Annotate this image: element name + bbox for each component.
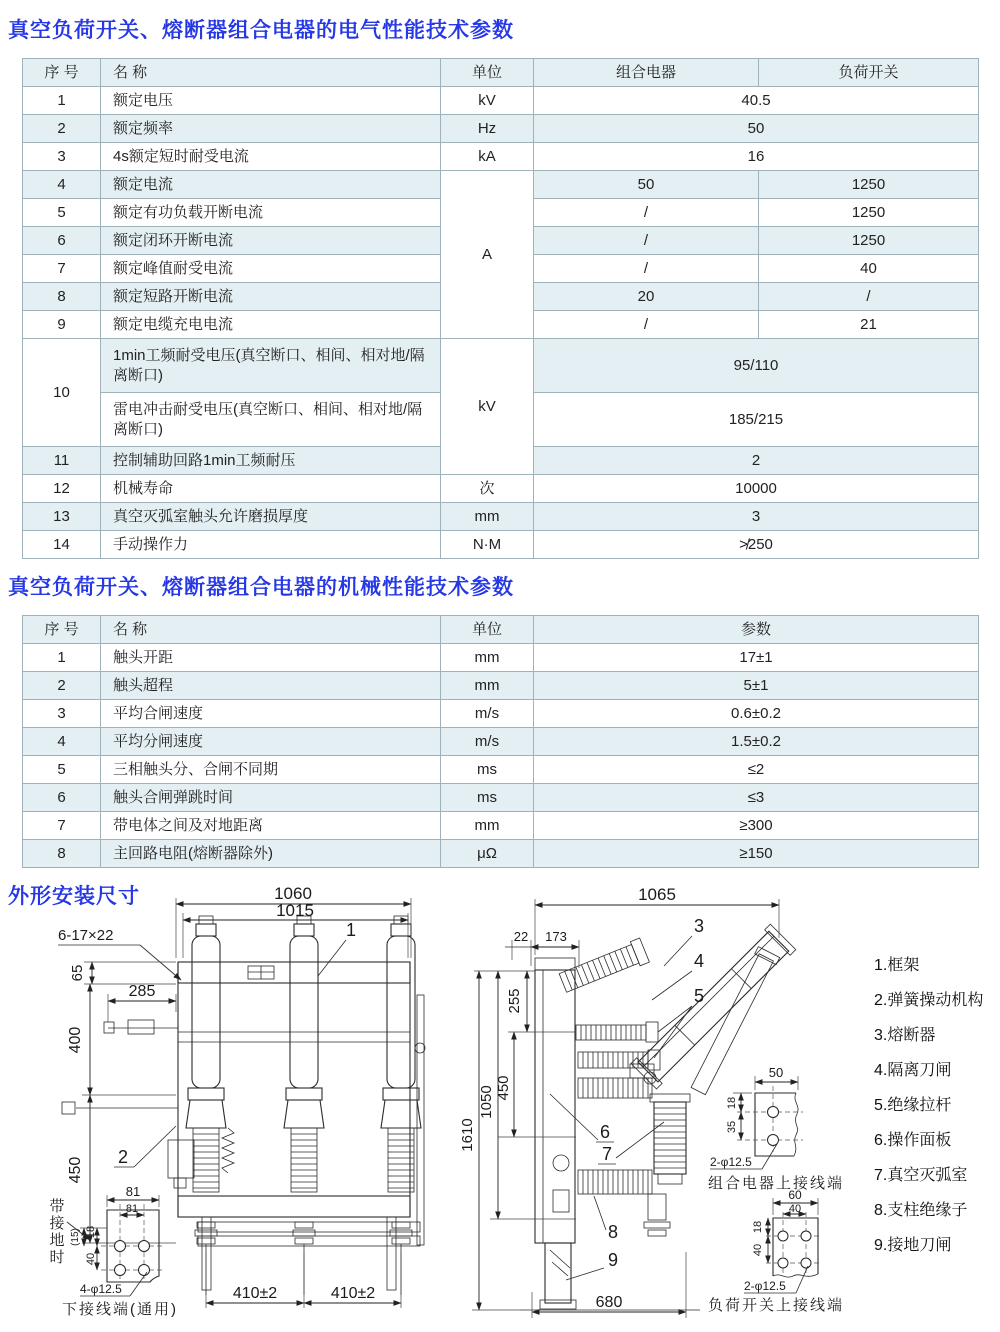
cell-name: 额定峰值耐受电流: [101, 255, 441, 283]
cell-no: 10: [23, 339, 101, 447]
cell-unit: m/s: [441, 700, 534, 728]
dim-1065: [535, 885, 779, 955]
callout-label: 5: [694, 986, 705, 1006]
dim-label: 35: [726, 1120, 738, 1134]
cell-name: 平均分闸速度: [101, 728, 441, 756]
dim-label: 1610: [459, 1118, 476, 1152]
cell-name: 真空灭弧室触头允许磨损厚度: [101, 503, 441, 531]
dim-410a: [206, 1252, 304, 1308]
callout-label: 6: [600, 1122, 611, 1142]
vacuum-interrupter: [650, 1094, 690, 1184]
cell-value: 16: [534, 143, 979, 171]
dim-label: 450: [495, 1075, 512, 1101]
detail-caption: 负荷开关上接线端: [708, 1297, 845, 1314]
dim-label: 22: [513, 929, 529, 944]
cell-combo: /: [534, 199, 759, 227]
dim-label: 81: [125, 1184, 141, 1199]
dim-label: 410±2: [330, 1285, 376, 1302]
cell-no: 7: [23, 812, 101, 840]
cell-no: 8: [23, 840, 101, 868]
dim-label: 18: [726, 1096, 738, 1110]
cell-name: 额定短路开断电流: [101, 283, 441, 311]
cell-unit: kV: [441, 339, 534, 475]
cell-load-switch: 40: [759, 255, 979, 283]
cell-no: 8: [23, 283, 101, 311]
cell-name: 平均合闸速度: [101, 700, 441, 728]
nameplate-icon: [248, 966, 274, 979]
legend-item: 7.真空灭弧室: [874, 1167, 968, 1184]
cell-unit: mm: [441, 644, 534, 672]
legend-item: 6.操作面板: [874, 1132, 952, 1149]
cell-unit: kA: [441, 143, 534, 171]
dim-65: [69, 962, 176, 984]
cell-load-switch: 21: [759, 311, 979, 339]
cell-load-switch: 1250: [759, 227, 979, 255]
cell-unit: N·M: [441, 531, 534, 559]
cell-name: 触头开距: [101, 644, 441, 672]
dim-255: [474, 971, 576, 1032]
dim-label: 1015: [276, 901, 314, 920]
cell-unit: 次: [441, 475, 534, 503]
cell-combo: /: [534, 311, 759, 339]
dim-1015: [183, 901, 408, 958]
cell-name: 1min工频耐受电压(真空断口、相间、相对地/隔离断口): [101, 339, 441, 393]
hole-size-label: 4-φ12.5: [80, 1282, 122, 1296]
callout-5: [654, 986, 704, 1058]
callout-6: [550, 1094, 614, 1142]
header-no: 序 号: [23, 616, 101, 644]
dim-1060: [176, 884, 411, 958]
cell-unit: m/s: [441, 728, 534, 756]
cell-no: 14: [23, 531, 101, 559]
legend-item: 9.接地刀闸: [874, 1237, 952, 1254]
cell-unit: ms: [441, 784, 534, 812]
callout-label: 4: [694, 951, 705, 971]
cell-name: 额定电流: [101, 171, 441, 199]
cell-value: 50: [534, 115, 979, 143]
dim-label: 400: [67, 1026, 84, 1054]
cell-name: 额定频率: [101, 115, 441, 143]
cell-load-switch: /: [759, 283, 979, 311]
cell-no: 2: [23, 672, 101, 700]
dim-label: 81: [125, 1203, 139, 1215]
cell-no: 13: [23, 503, 101, 531]
cell-no: 5: [23, 199, 101, 227]
cell-unit: kV: [441, 87, 534, 115]
closing-spring: [222, 1128, 234, 1173]
header-unit: 单位: [441, 616, 534, 644]
dim-label: 173: [545, 929, 567, 944]
cell-no: 9: [23, 311, 101, 339]
pole-insulator: [284, 916, 324, 1295]
cell-name: 带电体之间及对地距离: [101, 812, 441, 840]
detail-caption: 组合电器上接线端: [708, 1175, 845, 1192]
dim-label: 65: [69, 964, 86, 982]
cell-combo: /: [534, 255, 759, 283]
cell-name: 额定电压: [101, 87, 441, 115]
dimensions-title: 外形安装尺寸: [8, 885, 140, 908]
dim-label: 40: [788, 1203, 802, 1215]
cell-value: 1.5±0.2: [534, 728, 979, 756]
legend-item: 2.弹簧操动机构: [874, 992, 984, 1009]
legend-item: 4.隔离刀闸: [874, 1062, 952, 1079]
post-insulator-upper: [578, 1078, 652, 1098]
dim-label: 6-17×22: [58, 927, 114, 944]
cell-no: 11: [23, 447, 101, 475]
cell-value: ≥300: [534, 812, 979, 840]
cell-name: 手动操作力: [101, 531, 441, 559]
dim-label: 1060: [274, 884, 312, 903]
dim-1610: [459, 971, 520, 1310]
cell-value: ≥150: [534, 840, 979, 868]
header-unit: 单位: [441, 59, 534, 87]
cell-no: 1: [23, 644, 101, 672]
header-name: 名 称: [101, 59, 441, 87]
callout-1: [318, 920, 356, 976]
dim-label: 410±2: [232, 1285, 278, 1302]
post-insulator-lower: [578, 1170, 670, 1236]
cell-value: 0.6±0.2: [534, 700, 979, 728]
cell-value: ≤2: [534, 756, 979, 784]
legend-item: 1.框架: [874, 957, 920, 974]
cell-combo: /: [534, 227, 759, 255]
header-param: 参数: [534, 616, 979, 644]
cell-unit: μΩ: [441, 840, 534, 868]
parts-legend: [874, 948, 1000, 1263]
cell-unit: mm: [441, 812, 534, 840]
cell-name: 控制辅助回路1min工频耐压: [101, 447, 441, 475]
mechanical-params-title: 真空负荷开关、熔断器组合电器的机械性能技术参数: [8, 576, 514, 599]
dim-label: 285: [128, 983, 156, 1000]
dim-label: 40: [85, 1252, 97, 1266]
upper-bushing: [558, 938, 649, 995]
side-view: [459, 885, 844, 1318]
cell-no: 3: [23, 143, 101, 171]
cell-no: 4: [23, 728, 101, 756]
dim-label: 50: [768, 1065, 784, 1080]
header-load-switch: 负荷开关: [759, 59, 979, 87]
cell-no: 3: [23, 700, 101, 728]
cell-no: 6: [23, 227, 101, 255]
dim-label: 18: [752, 1220, 764, 1234]
cell-no: 12: [23, 475, 101, 503]
pole-insulator: [186, 916, 226, 1295]
cell-value: 95/110: [534, 339, 979, 393]
dim-label: 450: [67, 1156, 84, 1184]
cell-name: 额定电缆充电电流: [101, 311, 441, 339]
front-view: [48, 884, 426, 1318]
header-no: 序 号: [23, 59, 101, 87]
cell-unit: mm: [441, 672, 534, 700]
cell-value: 5±1: [534, 672, 979, 700]
dim-label: 1050: [478, 1085, 495, 1119]
cell-combo: 50: [534, 171, 759, 199]
dim-22: [505, 929, 536, 966]
cell-name: 机械寿命: [101, 475, 441, 503]
cell-load-switch: 1250: [759, 199, 979, 227]
cell-name: 4s额定短时耐受电流: [101, 143, 441, 171]
insulated-pull-rod: [578, 1050, 660, 1070]
cell-name: 雷电冲击耐受电压(真空断口、相间、相对地/隔离断口): [101, 393, 441, 447]
callout-2: [114, 1126, 176, 1167]
callout-label: 2: [118, 1147, 129, 1167]
dim-label: 255: [506, 988, 523, 1014]
lower-terminal-detail: [48, 1184, 179, 1318]
cell-no: 1: [23, 87, 101, 115]
header-name: 名 称: [101, 616, 441, 644]
dim-label: (15): [70, 1228, 81, 1246]
cell-unit: ms: [441, 756, 534, 784]
callout-label: 1: [346, 920, 357, 940]
cell-value: 40.5: [534, 87, 979, 115]
cell-no: 5: [23, 756, 101, 784]
dim-label: 60: [788, 1188, 802, 1202]
dim-label: 40: [752, 1243, 764, 1257]
cell-unit: mm: [441, 503, 534, 531]
callout-label: 7: [602, 1144, 613, 1164]
cell-combo: 20: [534, 283, 759, 311]
dim-label: 1065: [638, 885, 676, 904]
cell-name: 额定有功负载开断电流: [101, 199, 441, 227]
callout-8: [594, 1196, 618, 1242]
insulated-pull-rod: [576, 1022, 658, 1042]
cell-name: 主回路电阻(熔断器除外): [101, 840, 441, 868]
cell-value: ≤3: [534, 784, 979, 812]
cell-no: 6: [23, 784, 101, 812]
legend-item: 5.绝缘拉杆: [874, 1097, 952, 1114]
cell-unit: A: [441, 171, 534, 339]
callout-9: [566, 1250, 618, 1280]
detail-caption: 下接线端(通用): [62, 1301, 178, 1318]
cell-no: 4: [23, 171, 101, 199]
dim-450: [67, 1095, 176, 1243]
cell-no: 7: [23, 255, 101, 283]
electrical-params-title: 真空负荷开关、熔断器组合电器的电气性能技术参数: [8, 19, 514, 42]
cell-unit: Hz: [441, 115, 534, 143]
hole-size-label: 2-φ12.5: [710, 1155, 752, 1169]
cell-value: 2: [534, 447, 979, 475]
cell-value: 185/215: [534, 393, 979, 447]
header-combo: 组合电器: [534, 59, 759, 87]
cell-name: 三相触头分、合闸不同期: [101, 756, 441, 784]
hole-size-label: 2-φ12.5: [744, 1279, 786, 1293]
cell-name: 触头超程: [101, 672, 441, 700]
callout-label: 3: [694, 916, 705, 936]
callout-label: 8: [608, 1222, 619, 1242]
callout-label: 9: [608, 1250, 619, 1270]
cell-value: ≯250: [534, 531, 979, 559]
cell-value: 10000: [534, 475, 979, 503]
cell-load-switch: 1250: [759, 171, 979, 199]
combo-terminal-detail: [708, 1065, 844, 1192]
dim-label: 680: [595, 1294, 623, 1311]
grounding-note: 带接地时: [47, 1198, 65, 1266]
dim-label: 18: [85, 1225, 97, 1239]
dim-173: [531, 929, 579, 968]
legend-item: 3.熔断器: [874, 1027, 936, 1044]
legend-item: 8.支柱绝缘子: [874, 1202, 968, 1219]
cell-name: 额定闭环开断电流: [101, 227, 441, 255]
cell-name: 触头合闸弹跳时间: [101, 784, 441, 812]
cell-value: 17±1: [534, 644, 979, 672]
switch-terminal-detail: [708, 1188, 844, 1314]
dim-410b: [304, 1252, 401, 1308]
cell-value: 3: [534, 503, 979, 531]
cell-no: 2: [23, 115, 101, 143]
dim-285: [108, 983, 176, 1022]
